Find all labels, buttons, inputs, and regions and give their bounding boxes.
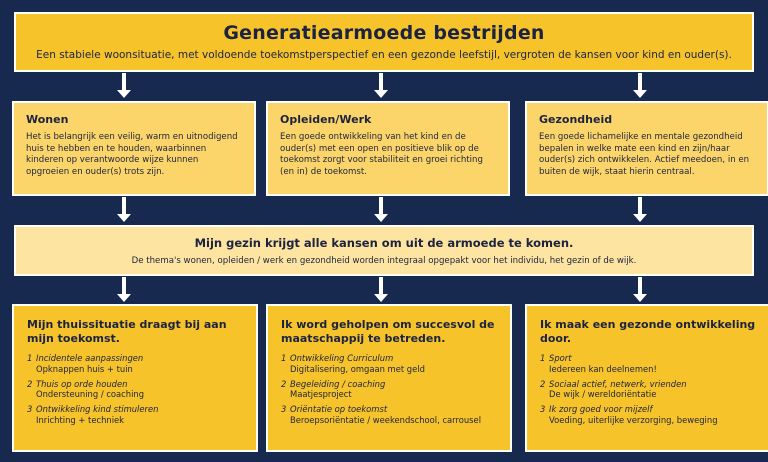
theme-wonen <box>12 101 256 196</box>
goal-item: 2 Sociaal actief, netwerk, vrienden De wijk / wereldoriëntatie <box>540 378 687 400</box>
goal-item: 1 Sport Iedereen kan deelnemen! <box>540 353 657 374</box>
theme-title: Wonen <box>26 113 69 126</box>
goal-item: 3 Ik zorg goed voor mijzelf Voeding, uiterlijke verzorging, beweging <box>540 404 718 425</box>
goal-banner <box>14 12 754 72</box>
goal-item: 3 Ontwikkeling kind stimuleren Inrichting + techniek <box>27 404 159 425</box>
goal-item: 1 Incidentele aanpassingen Opknappen huis + tuin <box>27 353 144 374</box>
theme-text: Een goede lichamelijke en mentale gezondheid bepalen in welke mate een kind en zijn/haar ouder(s) zich ontwikkelen. Actief meedoen, in en buiten de wijk, staat hierin centraal. <box>539 132 750 177</box>
theme-gezondheid <box>525 101 768 196</box>
banner-subtitle: Een stabiele woonsituatie, met voldoende toekomstperspectief en een gezonde leefstijl, vergroten de kansen voor kind en ouder(s). <box>36 49 732 61</box>
goal-title: Mijn thuissituatie draagt bij aan mijn toekomst. <box>27 318 227 345</box>
goal-title: Ik maak een gezonde ontwikkeling door. <box>540 318 756 345</box>
integration-text: De thema's wonen, opleiden / werk en gezondheid worden integraal opgepakt voor het individu, het gezin of de wijk. <box>131 256 637 266</box>
goal-wonen <box>12 304 258 452</box>
goal-item: 1 Ontwikkeling Curriculum Digitalisering, omgaan met geld <box>281 353 425 374</box>
theme-opleiden-werk <box>266 101 510 196</box>
goal-item: 2 Thuis op orde houden Ondersteuning / coaching <box>27 378 145 400</box>
integration-title: Mijn gezin krijgt alle kansen om uit de armoede te komen. <box>194 236 574 250</box>
theme-text: Een goede ontwikkeling van het kind en de ouder(s) met een open en positieve blik op de toekomst zorgt voor stabiliteit en groei richting (en in) de toekomst. <box>280 132 483 177</box>
theme-title: Opleiden/Werk <box>280 113 372 126</box>
theme-title: Gezondheid <box>539 113 613 126</box>
banner-title: Generatiearmoede bestrijden <box>223 22 545 44</box>
goal-opleiden-werk <box>266 304 512 452</box>
goal-item: 3 Oriëntatie op toekomst Beroepsoriëntatie / weekendschool, carrousel <box>281 404 482 425</box>
theme-text: Het is belangrijk een veilig, warm en uitnodigend huis te hebben en te houden, waarbinnen kinderen op verantwoorde wijze kunnen opgroeien en ouder(s) trots zijn. <box>26 132 238 177</box>
goal-item: 2 Begeleiding / coaching Maatjesproject <box>281 378 386 400</box>
goal-gezondheid <box>525 304 768 452</box>
integration-banner <box>14 225 754 276</box>
goal-title: Ik word geholpen om succesvol de maatschappij te betreden. <box>281 318 495 345</box>
